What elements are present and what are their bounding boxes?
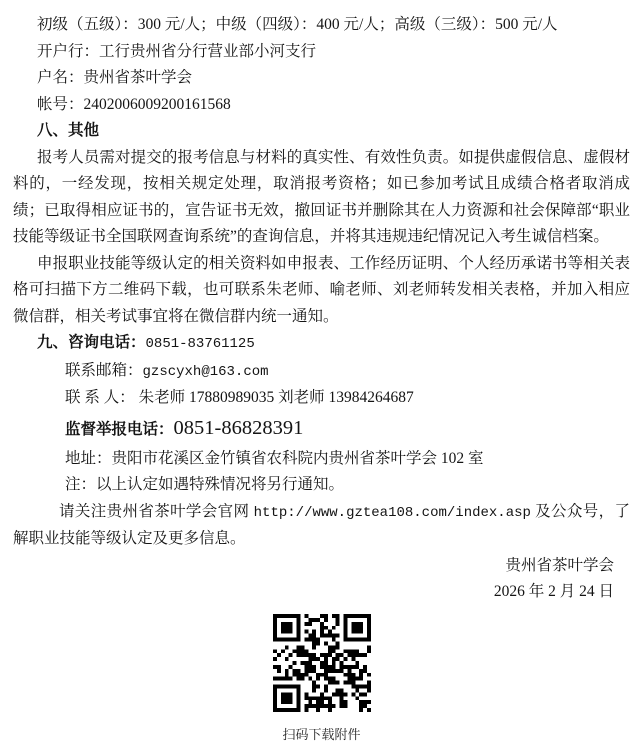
consult-phone-value: 0851-83761125 bbox=[145, 336, 255, 352]
website-text-prefix: 请关注贵州省茶叶学会官网 bbox=[59, 502, 254, 520]
website-paragraph bbox=[13, 499, 630, 553]
section8-heading: 八、其他 bbox=[37, 122, 100, 139]
signature-org: 贵州省茶叶学会 bbox=[505, 556, 614, 574]
note-line: 注：以上认定如遇特殊情况将另行通知。 bbox=[65, 476, 345, 493]
account-number-value: 2402006009200161568 bbox=[83, 95, 231, 113]
contact-block bbox=[65, 358, 630, 499]
qr-caption: 扫码下载附件 bbox=[282, 727, 361, 742]
contact-persons-value: 朱老师 17880989035 刘老师 13984264687 bbox=[138, 389, 414, 406]
email-value: gzscyxh@163.com bbox=[142, 363, 269, 380]
qr-code bbox=[13, 614, 630, 722]
supervise-phone-line bbox=[65, 412, 630, 446]
signature-date: 2026 年 2 月 24 日 bbox=[493, 583, 614, 600]
address-line: 地址：贵阳市花溪区金竹镇省农科院内贵州省茶叶学会 102 室 bbox=[65, 449, 484, 467]
email-label: 联系邮箱： bbox=[65, 361, 143, 379]
section9-label: 九、咨询电话： bbox=[37, 334, 146, 351]
account-number-label: 帐号： bbox=[37, 95, 84, 113]
contact-person-line bbox=[65, 385, 630, 412]
signature-block bbox=[13, 553, 630, 606]
account-number-line bbox=[13, 92, 630, 119]
bank-line: 开户行：工行贵州省分行营业部小河支行 bbox=[37, 42, 317, 60]
responsibility-paragraph: 报考人员需对提交的报考信息与材料的真实性、有效性负责。如提供虚假信息、虚假材料的，一经发现，按相关规定处理，取消报考资格；如已参加考试且成绩合格者取消成绩；已取得相应证书的，宣告证书无效，撤回证书并删除其在人力资源和社会保障部“职业技能等级证书全国联网查询系统”的查询信息，并将其违规违纪情况记入考生诚信档案。 bbox=[13, 148, 630, 245]
contact-label: 联 系 人： bbox=[65, 389, 135, 406]
materials-paragraph: 申报职业技能等级认定的相关资料如申报表、工作经历证明、个人经历承诺书等相关表格可扫描下方二维码下载，也可联系朱老师、喻老师、刘老师转发相关表格，并加入相应微信群，相关考试事宜将在微信群内统一通知。 bbox=[13, 254, 630, 325]
qr-code-svg bbox=[273, 614, 371, 712]
website-url: http://www.gztea108.com/index.asp bbox=[253, 504, 531, 521]
supervise-phone-value: 0851-86828391 bbox=[173, 416, 304, 439]
consult-phone-line bbox=[13, 330, 630, 358]
fee-line: 初级（五级）：300 元/人；中级（四级）：400 元/人；高级（三级）：500 元/人 bbox=[37, 16, 558, 33]
email-line bbox=[65, 358, 630, 386]
account-name-line: 户名：贵州省茶叶学会 bbox=[37, 69, 193, 86]
supervise-label: 监督举报电话： bbox=[65, 420, 174, 438]
website-text-suffix: 及公众号，了解职业技能等级认定及更多信息。 bbox=[13, 502, 630, 547]
